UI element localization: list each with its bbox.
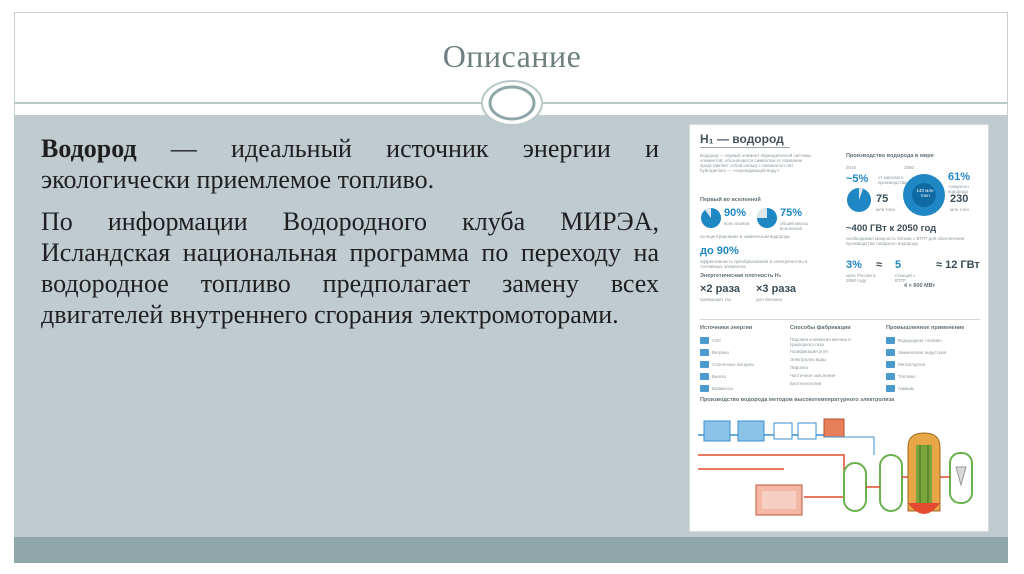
electrolysis-diagram [694,407,984,529]
pie-90-icon [700,207,722,229]
stat-400gw-label: необходимая мощность блоков с ВТГР для обеспечения производства товарного водорода [846,236,965,246]
source-item: Ветряки [712,350,729,355]
industry-item: Аммиак [898,386,915,391]
stat-75: 75% [780,207,803,219]
density-header: Энергетическая плотность H₂ [700,273,782,279]
infographic-intro: Водород — первый элемент периодической системы элементов; обозначается символом H. Название представляет собой кальку с латинского лат. hydrogenium — «порождающий воду». [700,153,812,173]
stat-75mt-label: млн тонн [876,207,895,212]
source-item: Биомассы [712,386,734,391]
method-item: Газификация угля [790,349,828,354]
stat-do90: до 90% [700,245,739,257]
stat-x2: ×2 раза [700,283,741,295]
hydrogen-term: Водород [41,134,137,163]
industry-item: Химическая индустрия [898,350,947,355]
industry-fuel2-icon [886,373,895,380]
stat-75-label: общей массы вселенной [780,221,809,231]
stat-140: 140 млн тонн [916,188,934,198]
stat-3pct-label: цель России в 2050 году [846,273,876,283]
industry-metal-icon [886,361,895,368]
stat-5pct: ~5% [846,173,869,185]
circle-emblem-icon [475,79,549,127]
pie-75-icon [756,207,778,229]
source-item: Биогаз [712,374,727,379]
approx-sign: ≈ [876,259,883,271]
industry-item: Водородное топливо [898,338,942,343]
stat-400gw: ~400 ГВт к 2050 год [846,223,937,234]
industry-ammonia-icon [886,385,895,392]
year-2016: 2016 [846,165,857,170]
concentrated-label: сконцентрировано в химическом водороде [700,234,790,239]
industry-fuel-icon [886,337,895,344]
infographic-title-rule [700,147,790,148]
source-biogas-icon [700,373,709,380]
method-item: Электролиз воды [790,357,827,362]
stat-61pct: 61% [948,171,971,183]
method-item: Частичное окисление [790,373,836,378]
industry-header: Промышленное применение [886,325,965,331]
source-npp-icon [700,337,709,344]
stat-61pct-label: товарного водорода [948,184,969,194]
universe-header: Первый во вселенной [700,197,761,203]
source-item: АЭС [712,338,722,343]
stat-230: 230 [950,193,969,205]
year-2050: 2050 [904,165,915,170]
slide-body [41,133,659,341]
stat-x2-label: превышает газ [700,297,731,302]
stat-5units: 5 [895,259,902,271]
stat-230-label: млн тонн [950,207,969,212]
method-item: Биотехнологии [790,381,822,386]
industry-item: Металлургия [898,362,926,367]
stat-12gw: ≈ 12 ГВт [936,259,980,271]
stat-5units-label: станций с ВТГР [895,273,916,283]
stat-90: 90% [724,207,747,219]
stat-x3-label: для бензина [756,297,783,302]
hydrogen-definition: — идеальный источник энергии и экологически приемлемое топливо. [41,134,659,194]
stat-do90-label: эффективность преобразования в электричество в топливных элементах [700,259,808,269]
slide-title: Описание [442,38,582,74]
stat-90-label: всех атомов [724,221,750,226]
process-header: Производство водорода методом высокотемпературного электролиза [700,397,895,403]
sources-header: Источники энергии [700,325,753,331]
section-divider [700,319,980,320]
source-solar-icon [700,361,709,368]
method-item: Паровая конверсия метана и природного газа [790,337,851,347]
hydrogen-infographic [689,124,989,532]
paragraph-hydrogen [41,133,659,195]
infographic-title: H₁ — водород [700,132,784,146]
methods-header: Способы фабрикации [790,325,851,331]
method-item: Пиролиз [790,365,808,370]
stat-x3: ×3 раза [756,283,797,295]
stat-5pct-label: от мирового производства [878,175,907,185]
industry-chem-icon [886,349,895,356]
industry-item: Топливо [898,374,916,379]
stat-75mt: 75 [876,193,889,205]
source-biomass-icon [700,385,709,392]
pie-2016-icon [846,187,872,213]
source-wind-icon [700,349,709,356]
stat-3pct: 3% [846,259,862,271]
world-header: Производство водорода в мире [846,153,934,159]
paragraph-mirea: По информации Водородного клуба МИРЭА, Исландская национальная программа по переходу на водородное топливо предполагает замену всех двигателей внутреннего сгорания электромоторами. [41,207,659,329]
source-item: Солнечные батареи [712,362,754,367]
stat-600: 4 × 600 МВт [904,283,936,289]
footer-bar [14,537,1008,563]
